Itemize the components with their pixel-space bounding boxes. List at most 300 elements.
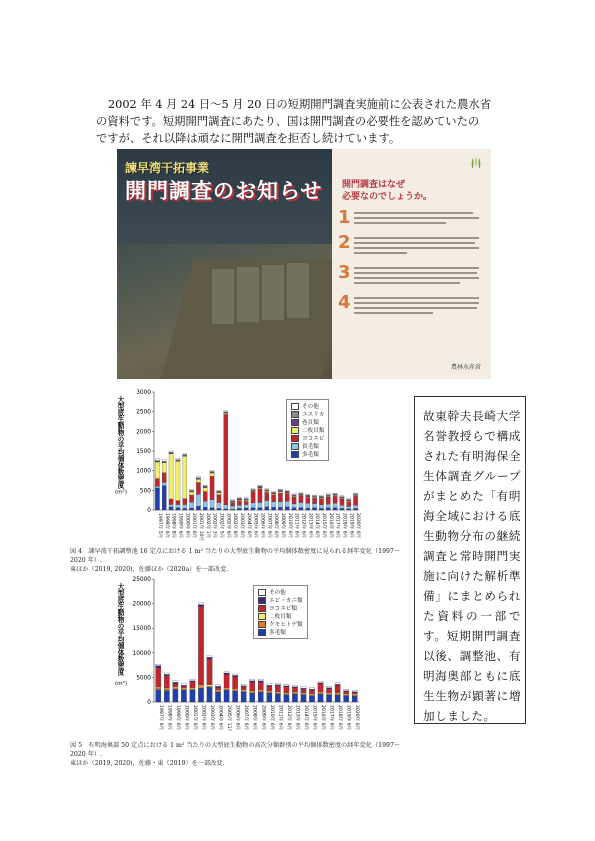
bar-segment [333,493,337,494]
legend-item [291,418,324,426]
bar-segment [156,668,161,688]
legend-item [291,442,324,450]
bar-segment [241,687,246,690]
bar-segment [207,685,212,686]
bar-segment [353,493,357,494]
brochure-footer: 農林水産省 [450,364,481,371]
y-tick-label: 0 [147,508,151,514]
bar-segment [215,685,220,686]
bar-segment [267,685,272,686]
bar-segment [301,693,306,694]
bar-segment [156,687,161,688]
bar-segment [265,491,269,492]
x-tick-label: 2000年 6月 [184,513,190,539]
bar-segment [244,498,248,499]
bar-segment [241,686,246,687]
sidebar-note-text: 故東幹夫長崎大学名誉教授らで構成された有明海保全生体調査グループがまとめた「有明海全域における底生動物分布の継続調査と常時開門実施に向けた解析準備」にまとめられた資料の一部です。短期開門調査以後、調整池、有明海奥部ともに底生生物が顕著に増加しました。 [423,409,521,723]
bar-segment [164,674,169,675]
legend-swatch [258,629,266,636]
bar-segment [326,494,330,495]
bar-segment [189,492,193,495]
bar-segment [176,458,180,459]
bar-segment [169,451,173,452]
bar-segment [210,473,214,476]
bar-segment [335,694,340,695]
x-tick-label: 2017年 6月 [334,513,340,539]
bar-segment [237,497,241,498]
x-tick-label: 2002年 5月 [218,513,224,539]
legend-swatch [291,419,299,426]
bar-segment [306,497,310,503]
bar-segment [278,492,282,493]
bar-segment [258,487,262,488]
fig5-caption-line-2: 東ほか（2019, 2020)，佐藤・東（2019）を一部改変. [70,760,225,767]
bar-segment [319,495,323,496]
bar-segment [284,693,289,694]
intro-text [96,96,498,147]
bar-segment [271,502,275,508]
bar-segment [319,499,323,505]
bar-segment [207,656,212,657]
bar-segment [301,688,306,689]
bar-segment [164,689,169,690]
legend-label: 多毛類 [269,630,286,636]
legend-swatch [291,403,299,410]
bar-segment [198,603,203,605]
bar-segment [292,497,296,504]
bar-segment [275,694,280,702]
x-tick-label: 2007年 6月 [266,513,272,539]
bar-segment [352,693,357,694]
bar-segment [173,682,178,683]
x-tick-label: 2016年 6月 [320,705,326,731]
x-tick-label: 2002年 6月 [225,513,231,539]
bar-segment [271,492,275,493]
legend-label: 二枚貝類 [302,428,325,434]
x-tick-label: 2001年 6月 [191,513,197,539]
x-tick-label: 2019年 6月 [345,705,351,731]
bar-segment [215,688,220,690]
bar-segment [169,499,173,505]
bar-segment [196,479,200,482]
y-axis-label: 大型底生動物の平均個体数密度 [116,396,124,489]
brochure-panel [332,149,491,379]
legend-label: その他 [269,590,286,596]
bar-segment [217,490,221,491]
bar-segment [162,473,166,483]
legend-item [258,588,303,596]
bar-segment [347,509,351,510]
y-tick-label: 1000 [136,468,151,475]
bar-segment [156,664,161,665]
legend-swatch [291,435,299,442]
bar-segment [347,506,351,508]
bar-segment [189,495,193,502]
bar-segment [258,682,263,690]
bar-segment [326,504,330,508]
bar-segment [299,493,303,494]
bar-segment [301,694,306,695]
bar-segment [183,504,187,508]
legend-label: 巻貝類 [302,420,319,426]
x-tick-label: 2017年 6月 [328,705,334,731]
bar-segment [244,504,248,508]
x-tick-label: 2012年 6月 [300,513,306,539]
bar-segment [196,506,200,510]
bar-segment [232,689,237,690]
legend-label: 多毛類 [302,452,319,458]
bar-segment [275,685,280,686]
bar-segment [333,508,337,510]
bar-segment [155,462,159,479]
legend-label: 二枚貝類 [269,614,292,620]
bar-segment [207,687,212,702]
bar-segment [181,686,186,688]
bar-segment [353,508,357,510]
fig5-caption-line-1: 図 5 有明海奥部 50 定点における 1 m² 当たりの大型底生動物の高次分類群別の平均個体数密度の経年変化（1997〜2020 年）. [70,742,401,758]
bar-segment [344,695,349,696]
x-tick-label: 2006年 6月 [259,513,265,539]
x-tick-label: 2009年 6月 [279,513,285,539]
x-tick-label: 2003年 6月 [209,705,215,731]
x-tick-label: 2020年 6月 [354,705,360,731]
x-tick-label: 1997年 6月 [157,705,163,731]
bar-segment [309,689,314,690]
x-tick-label: 2020年 6月 [355,513,361,539]
bar-segment [251,492,255,503]
bar-segment [344,696,349,702]
bar-segment [275,683,280,684]
bar-segment [237,505,241,508]
legend-item [258,612,303,620]
bar-segment [309,695,314,696]
x-tick-label: 1999年 6月 [174,705,180,731]
bar-segment [318,681,323,682]
bar-segment [155,479,159,487]
x-tick-label: 2004年 6月 [217,705,223,731]
bar-segment [176,504,180,507]
intro-line-1: 2002 年 4 月 24 日〜5 月 20 日の短期開門調査実施前に公表された農水省 [108,98,492,111]
legend-swatch [258,597,266,604]
bar-segment [309,688,314,689]
bar-segment [210,471,214,472]
legend-label: エビ・カニ類 [269,598,303,604]
brochure-image [117,149,491,379]
x-tick-label: 2003年 6月 [238,513,244,539]
bar-segment [173,684,178,687]
x-tick-label: 2002年 1月 [204,513,210,539]
bar-segment [176,461,180,500]
bar-segment [340,496,344,497]
y-tick-label: 25000 [132,577,151,583]
bar-segment [301,689,306,692]
bar-segment [312,498,316,504]
bar-segment [318,683,323,684]
brochure-title-large: 開門調査のお知らせ [125,179,323,203]
bar-segment [250,682,255,691]
x-tick-label: 2005年 11月 [226,705,232,731]
legend-item [258,604,303,612]
bar-segment [285,501,289,507]
x-tick-label: 2009年 6月 [260,705,266,731]
bar-segment [265,492,269,500]
bar-segment [352,692,357,693]
bar-segment [224,689,229,690]
bar-segment [292,494,296,495]
bar-segment [203,488,207,492]
bar-segment [162,463,166,473]
bar-segment [335,695,340,702]
y-axis-unit: (m²) [115,489,128,496]
legend-swatch [291,411,299,418]
bar-segment [237,508,241,510]
legend-item [258,628,303,636]
bar-segment [183,453,187,454]
bar-segment [353,496,357,505]
bar-segment [267,686,272,691]
bar-segment [162,482,166,485]
legend-swatch [258,613,266,620]
bar-segment [271,507,275,510]
bar-segment [326,686,331,687]
bar-segment [335,683,340,684]
bar-segment [271,495,275,502]
bar-segment [326,689,331,693]
bar-segment [258,691,263,692]
bar-segment [232,674,237,675]
bar-segment [230,500,234,501]
bar-segment [162,460,166,462]
x-tick-label: 2018年 6月 [341,513,347,539]
bar-segment [155,459,159,461]
bar-segment [340,505,344,508]
bar-segment [215,686,220,687]
bar-segment [258,508,262,510]
bar-segment [181,685,186,686]
bar-segment [251,503,255,508]
bar-segment [173,689,178,702]
x-tick-label: 1998年 8月 [170,513,176,539]
legend-item [291,402,324,410]
bar-segment [292,688,297,692]
x-tick-label: 2006年 6月 [234,705,240,731]
legend-item [258,596,303,604]
bar-segment [299,496,303,503]
x-tick-label: 1998年 6月 [166,705,172,731]
x-tick-label: 2000年 6月 [183,705,189,731]
bar-segment [250,679,255,680]
x-tick-label: 2014年 6月 [302,705,308,731]
bar-segment [210,508,214,510]
bar-segment [241,684,246,685]
legend-swatch [291,427,299,434]
bar-segment [344,694,349,695]
bar-segment [198,605,203,607]
bar-segment [232,675,237,676]
bar-segment [340,508,344,510]
y-tick-label: 0 [147,700,151,706]
bar-segment [258,681,263,682]
bar-segment [164,688,169,689]
bar-segment [203,507,207,510]
bar-segment [230,503,234,506]
bar-segment [312,504,316,508]
bar-segment [319,508,323,510]
bar-segment [164,673,169,674]
x-tick-label: 2018年 6月 [337,705,343,731]
bar-segment [224,674,229,688]
bar-segment [207,686,212,687]
bar-segment [319,505,323,509]
bar-segment [301,695,306,702]
bar-segment [173,688,178,689]
bar-segment [224,690,229,702]
bar-segment [217,503,221,509]
bar-segment [306,508,310,510]
bar-segment [309,694,314,695]
bar-segment [258,690,263,691]
bar-segment [232,690,237,691]
x-tick-label: 2008年 6月 [273,513,279,539]
bar-segment [190,690,195,702]
bar-segment [285,493,289,501]
fig5-legend [253,585,308,639]
y-tick-label: 500 [139,488,151,495]
fig4-caption [70,547,410,574]
bar-segment [181,684,186,685]
bar-segment [162,486,166,510]
legend-label: ヨコエビ類 [269,606,297,612]
legend-swatch [291,443,299,450]
y-axis-label: 大型底生動物の平均個体数密度 [116,583,124,676]
legend-item [258,620,303,628]
bar-segment [306,494,310,495]
bar-segment [217,493,221,495]
bar-segment [183,499,187,505]
x-tick-label: 1998年 6月 [163,513,169,539]
bar-segment [312,508,316,510]
bar-segment [155,486,159,488]
bar-segment [312,495,316,496]
intro-line-3: ですが、それ以降は頑なに開門調査を拒否し続けています。 [96,132,401,145]
bar-segment [352,690,357,691]
bar-segment [278,489,282,490]
bar-segment [335,685,340,693]
bar-segment [244,508,248,510]
bar-segment [285,490,289,491]
bar-segment [292,504,296,508]
bar-segment [284,694,289,695]
bar-segment [299,508,303,510]
bar-segment [189,508,193,510]
x-tick-label: 2016年 6月 [327,513,333,539]
bar-segment [326,693,331,694]
bar-segment [258,485,262,486]
bar-segment [203,501,207,507]
bar-segment [224,414,228,504]
bar-segment [244,500,248,501]
bar-segment [278,502,282,508]
bar-segment [190,682,195,688]
legend-label: クモヒトデ類 [269,622,303,628]
bar-segment [353,505,357,508]
x-tick-label: 2005年 6月 [252,513,258,539]
y-tick-label: 3000 [136,390,151,396]
legend-item [291,434,324,442]
legend-item [291,426,324,434]
bar-segment [292,687,297,688]
bar-segment [318,694,323,702]
x-tick-label: 2010年 6月 [286,513,292,539]
bar-segment [326,508,330,510]
bar-segment [318,684,323,692]
bar-segment [198,607,203,686]
bar-segment [173,681,178,682]
x-tick-label: 2015年 6月 [311,705,317,731]
bar-segment [156,690,161,702]
legend-swatch [291,451,299,458]
bar-segment [217,495,221,503]
bar-segment [224,688,229,689]
bar-segment [181,689,186,690]
bar-segment [230,506,234,509]
bar-segment [250,691,255,692]
bar-segment [340,499,344,505]
bar-segment [207,657,212,659]
bar-segment [156,666,161,668]
bar-segment [352,694,357,695]
bar-segment [284,687,289,693]
bar-segment [250,681,255,682]
bar-segment [352,696,357,702]
bar-segment [181,690,186,702]
x-tick-label: 2011年 6月 [277,705,283,731]
fig4-caption-line-2: 東ほか（2019, 2020)，佐藤ほか（2020a）を一部改変. [70,566,229,573]
bar-segment [265,489,269,490]
bar-segment [176,508,180,510]
fig4-caption-line-1: 図 4 諫早湾干拓調整池 16 定点における 1 m² 当たりの大型底生動物の平均個体数密度に見られる経年変化（1997〜2020 年）. [70,548,401,564]
bar-segment [292,508,296,510]
bar-segment [241,691,246,692]
bar-segment [217,508,221,510]
legend-swatch [258,605,266,612]
bar-segment [198,687,203,688]
bar-segment [215,691,220,692]
bar-segment [196,482,200,494]
bar-segment [347,502,351,507]
x-tick-label: 1999年 6月 [177,513,183,539]
bar-segment [224,413,228,414]
legend-label: 貧毛類 [302,444,319,450]
x-tick-label: 2014年 6月 [314,513,320,539]
bar-segment [258,692,263,702]
bar-segment [275,693,280,694]
bar-segment [326,694,331,695]
x-tick-label: 2011年 6月 [293,513,299,539]
bar-segment [258,489,262,503]
y-tick-label: 5000 [136,675,151,682]
y-axis-unit: (m²) [115,680,128,687]
bar-segment [196,494,200,506]
bar-segment [309,690,314,693]
bar-segment [278,493,282,502]
bar-segment [190,679,195,680]
x-tick-label: 2012年 6月 [285,705,291,731]
bar-segment [237,501,241,506]
figure-5 [112,571,362,735]
bar-segment [232,677,237,689]
bar-segment [318,692,323,693]
